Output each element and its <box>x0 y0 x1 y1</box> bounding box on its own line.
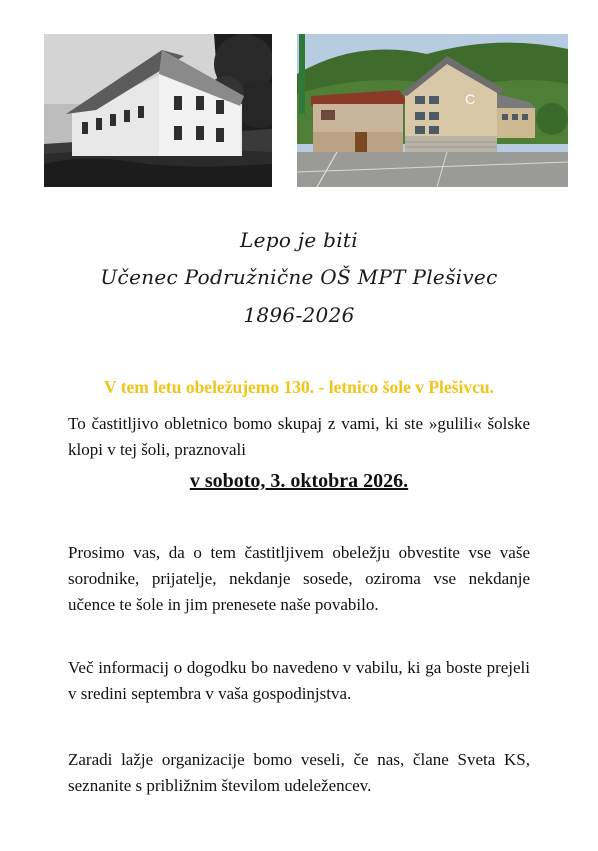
svg-text:C: C <box>465 91 476 107</box>
old-school-image <box>44 34 272 187</box>
anniversary-highlight: V tem letu obeležujemo 130. - letnico šole v Plešivcu. <box>104 377 494 397</box>
heading-years: 1896-2026 <box>243 303 355 327</box>
event-date: v soboto, 3. oktobra 2026. <box>189 470 409 492</box>
old-school-photo <box>44 34 272 187</box>
info-paragraph: Več informacij o dogodku bo navedeno v vabilu, ki ga boste prejeli v sredini septembra v vaša gospodinjstva. <box>68 658 530 703</box>
notify-paragraph: Prosimo vas, da o tem častitljivem obeležju obvestite vse vaše sorodnike, prijatelje, nekdanje sosede, oziroma vse nekdanje učence te šole in jim prenesete naše povabilo. <box>68 543 530 614</box>
new-school-photo <box>297 34 568 187</box>
intro-paragraph: To častitljivo obletnico bomo skupaj z vami, ki ste »gulili« šolske klopi v tej šoli, praznovali <box>68 414 530 459</box>
organization-paragraph: Zaradi lažje organizacije bomo veseli, če nas, člane Sveta KS, seznanite s približnim številom udeležencev. <box>68 750 530 795</box>
new-school-image <box>297 34 568 187</box>
heading-line-2: Učenec Podružnične OŠ MPT Plešivec <box>100 265 498 289</box>
heading-line-1: Lepo je biti <box>240 228 358 252</box>
